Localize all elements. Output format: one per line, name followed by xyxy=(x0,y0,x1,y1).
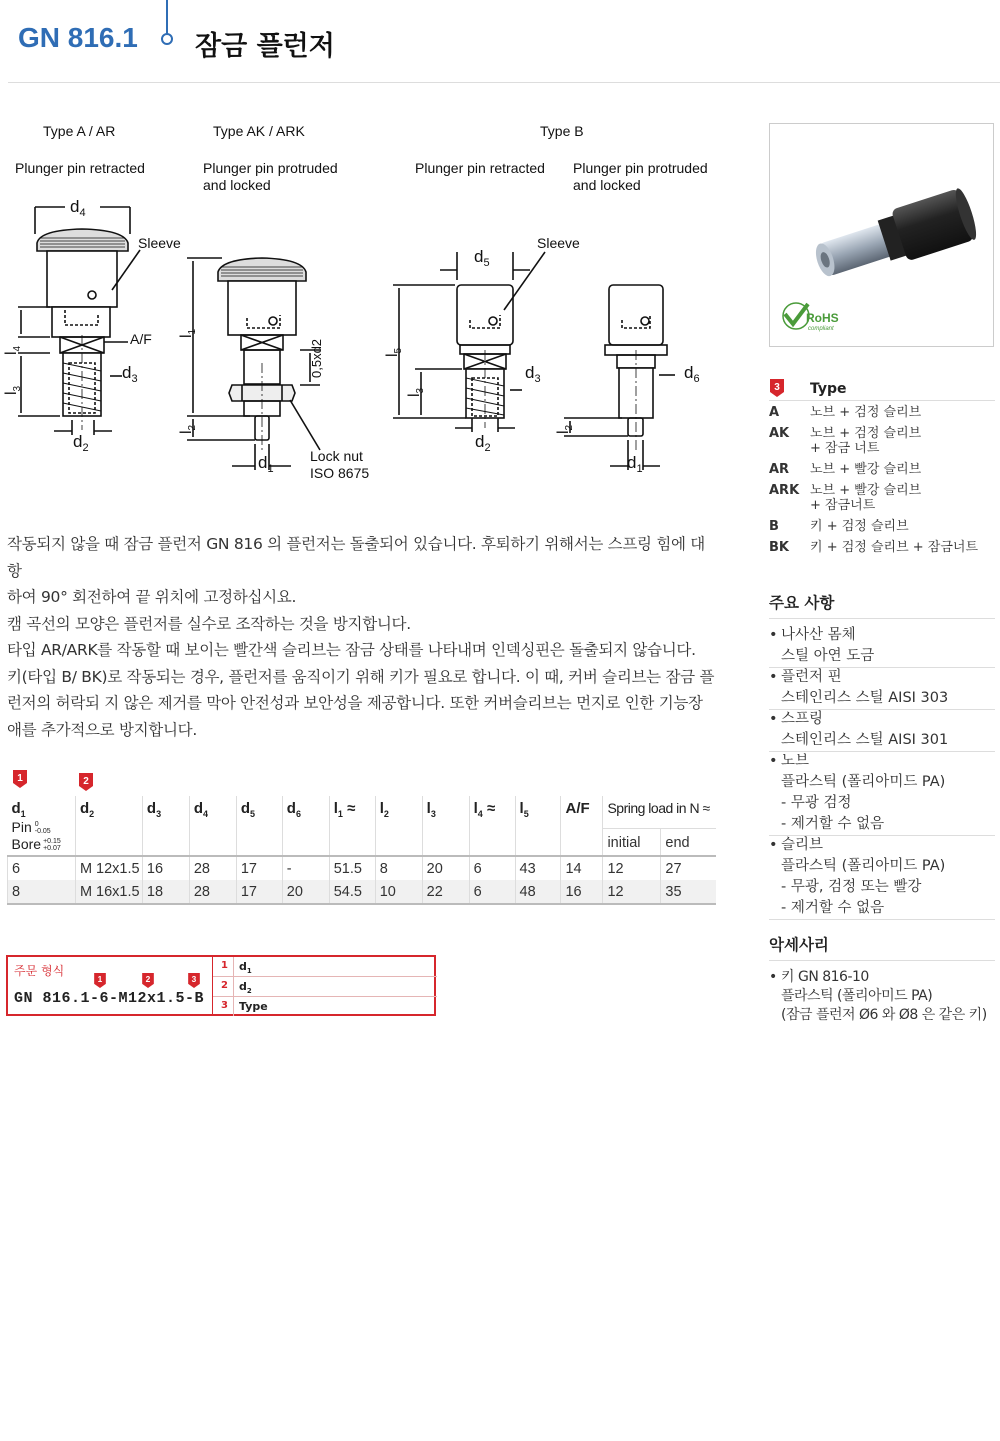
col-d1: $d_1$ Pin 0 -0.05 Bore +0.15 +0.07 xyxy=(11,800,61,853)
cell: 6 xyxy=(8,856,76,880)
feature-item: • 노브 플라스틱 (폴리아미드 PA) - 무광 검정 - 제거할 수 없음 xyxy=(769,753,946,832)
cell: 54.5 xyxy=(329,880,375,904)
cell: 27 xyxy=(661,856,716,880)
col-l4: $l_4$ ≈ xyxy=(469,796,515,856)
marker-1-icon xyxy=(13,770,27,788)
col-d3: $d_3$ xyxy=(142,796,189,856)
cell: 6 xyxy=(469,856,515,880)
feature-item: • 슬리브 플라스틱 (폴리아미드 PA) - 무광, 검정 또는 빨강 - 제거할 수 없음 xyxy=(769,837,946,916)
cell: 14 xyxy=(561,856,603,880)
dim-d5: $d_5$ xyxy=(474,247,490,269)
dim-l3-b: $l_3$ xyxy=(406,387,426,397)
col-l3: $l_3$ xyxy=(422,796,469,856)
cell: 43 xyxy=(515,856,561,880)
cell: 51.5 xyxy=(329,856,375,880)
col-d6: $d_6$ xyxy=(282,796,329,856)
accessory-item: • 키 GN 816-10 플라스틱 (폴리아미드 PA) (잠금 플런저 Ø6 와 Ø8 은 같은 키) xyxy=(769,969,987,1023)
cell: 18 xyxy=(142,880,189,904)
svg-text:1: 1 xyxy=(97,974,103,985)
dim-l4: $l_4$ xyxy=(3,345,23,355)
features-heading: 주요 사항 xyxy=(769,594,835,612)
col-spring-load: Spring load in N ≈ xyxy=(603,796,716,829)
product-code: GN 816.1 xyxy=(18,22,138,53)
description-line: 캠 곡선의 모양은 플런저를 실수로 조작하는 것을 방지합니다. xyxy=(7,614,411,633)
description xyxy=(7,531,719,743)
page-title: 잠금 플런저 xyxy=(195,31,335,62)
label-type-ak-ark: Type AK / ARK xyxy=(213,123,305,139)
cell: 16 xyxy=(561,880,603,904)
dim-l2-b: $l_2$ xyxy=(555,424,575,434)
col-end: end xyxy=(661,829,716,857)
cell: 28 xyxy=(189,856,236,880)
cell: 16 xyxy=(142,856,189,880)
table-row xyxy=(8,856,717,880)
cell: 22 xyxy=(422,880,469,904)
feature-item: • 스프링 스테인리스 스틸 AISI 301 xyxy=(769,711,949,748)
label-protruded-1b: and locked xyxy=(203,177,271,193)
description-line: 애를 추가적으로 방지합니다. xyxy=(7,720,197,739)
col-d4: $d_4$ xyxy=(189,796,236,856)
header-rule xyxy=(8,82,1000,83)
table-header-row xyxy=(8,796,717,829)
cell: 8 xyxy=(8,880,76,904)
order-legend-row: 1 $d_1$ xyxy=(213,957,437,977)
dim-d4: $d_4$ xyxy=(70,197,86,219)
dim-d2-b: $d_2$ xyxy=(475,432,491,454)
label-lock-nut-b: ISO 8675 xyxy=(310,465,370,481)
svg-text:3: 3 xyxy=(191,974,197,985)
product-photo xyxy=(769,123,994,347)
rohs-badge-icon xyxy=(783,303,839,332)
svg-text:compliant: compliant xyxy=(808,326,834,332)
dim-d3: $d_3$ xyxy=(122,363,138,385)
col-l1: $l_1$ ≈ xyxy=(329,796,375,856)
dim-half-d2: 0,5xd2 xyxy=(309,338,324,378)
label-retracted-1: Plunger pin retracted xyxy=(15,160,145,176)
col-initial: initial xyxy=(603,829,661,857)
label-protruded-2a: Plunger pin protruded xyxy=(573,160,708,176)
label-protruded-2b: and locked xyxy=(573,177,641,193)
feature-item: • 플런저 핀 스테인리스 스틸 AISI 303 xyxy=(769,669,949,706)
plunger-image xyxy=(770,124,993,346)
dim-l2: $l_2$ xyxy=(178,424,198,434)
cell: 12 xyxy=(603,880,661,904)
dim-d6: $d_6$ xyxy=(684,363,700,385)
svg-text:3: 3 xyxy=(774,382,780,393)
accessories-heading: 악세사리 xyxy=(769,936,829,954)
order-label: 주문 형식 xyxy=(14,964,65,978)
svg-text:1: 1 xyxy=(17,773,23,784)
order-legend-row: 2 $d_2$ xyxy=(213,977,437,997)
table-row xyxy=(8,880,717,904)
cell: 8 xyxy=(375,856,422,880)
col-d5: $d_5$ xyxy=(236,796,282,856)
order-legend xyxy=(212,957,437,1016)
feature-item: • 나사산 몸체 스틸 아연 도금 xyxy=(769,627,875,664)
description-line: 하여 90° 회전하여 끝 위치에 고정하십시요. xyxy=(7,588,297,606)
col-l2: $l_2$ xyxy=(375,796,422,856)
order-legend-row: 3 Type xyxy=(213,997,437,1016)
header-dot-icon xyxy=(161,33,173,45)
cell: 12 xyxy=(603,856,661,880)
marker-3-icon xyxy=(188,973,200,988)
cell: 10 xyxy=(375,880,422,904)
header-divider xyxy=(166,0,168,34)
type-heading: Type xyxy=(810,381,847,397)
order-example-box xyxy=(6,955,436,1016)
cell: M 16x1.5 xyxy=(75,880,142,904)
label-sleeve-1: Sleeve xyxy=(138,235,181,251)
col-d2: $d_2$ xyxy=(75,796,142,856)
col-l5: $l_5$ xyxy=(515,796,561,856)
col-af: A/F xyxy=(561,796,603,856)
dim-d3-b: $d_3$ xyxy=(525,363,541,385)
svg-text:RoHS: RoHS xyxy=(806,311,839,325)
cell: 17 xyxy=(236,880,282,904)
description-line: 런저의 허락되 지 않은 제거를 막아 안전성과 보안성을 제공합니다. 또한 커버슬리브는 먼지로 인한 기능장 xyxy=(7,694,703,712)
cell: 48 xyxy=(515,880,561,904)
label-sleeve-2: Sleeve xyxy=(537,235,580,251)
marker-3-icon xyxy=(770,379,784,397)
cell: M 12x1.5 xyxy=(75,856,142,880)
marker-2-icon xyxy=(79,773,93,791)
label-af: A/F xyxy=(130,331,152,347)
dim-d1-b: $d_1$ xyxy=(627,453,643,475)
cell: 17 xyxy=(236,856,282,880)
cell: 20 xyxy=(422,856,469,880)
description-line: 키(타입 B/ BK)로 작동되는 경우, 플런저를 움직이기 위해 키가 필요로 합니다. 이 때, 커버 슬리브는 잠금 플 xyxy=(7,667,715,686)
svg-text:2: 2 xyxy=(145,974,151,985)
dim-l3: $l_3$ xyxy=(3,385,23,395)
label-type-a-ar: Type A / AR xyxy=(43,123,116,139)
marker-1-icon xyxy=(94,973,106,988)
description-line: 작동되지 않을 때 잠금 플런저 GN 816 의 플런저는 돌출되어 있습니다. 후퇴하기 위해서는 스프링 힘에 대항 xyxy=(7,535,705,580)
cell: 20 xyxy=(282,880,329,904)
technical-drawing xyxy=(0,110,730,490)
cell: - xyxy=(282,856,329,880)
dim-l5: $l_5$ xyxy=(384,347,404,357)
order-code: GN 816.1-6-M12x1.5-B xyxy=(14,990,205,1007)
label-retracted-2: Plunger pin retracted xyxy=(415,160,545,176)
label-lock-nut-a: Lock nut xyxy=(310,448,363,464)
label-protruded-1a: Plunger pin protruded xyxy=(203,160,338,176)
dim-d2: $d_2$ xyxy=(73,432,89,454)
cell: 35 xyxy=(661,880,716,904)
label-type-b: Type B xyxy=(540,123,584,139)
description-line: 타입 AR/ARK를 작동할 때 보이는 빨간색 슬리브는 잠금 상태를 나타내며 인덱싱핀은 돌출되지 않습니다. xyxy=(7,641,696,659)
cell: 28 xyxy=(189,880,236,904)
cell: 6 xyxy=(469,880,515,904)
dim-d1: $d_1$ xyxy=(258,453,274,475)
dim-l1: $l_1$ xyxy=(178,328,198,338)
spec-table xyxy=(7,796,716,905)
marker-2-icon xyxy=(142,973,154,988)
svg-text:2: 2 xyxy=(83,776,89,787)
